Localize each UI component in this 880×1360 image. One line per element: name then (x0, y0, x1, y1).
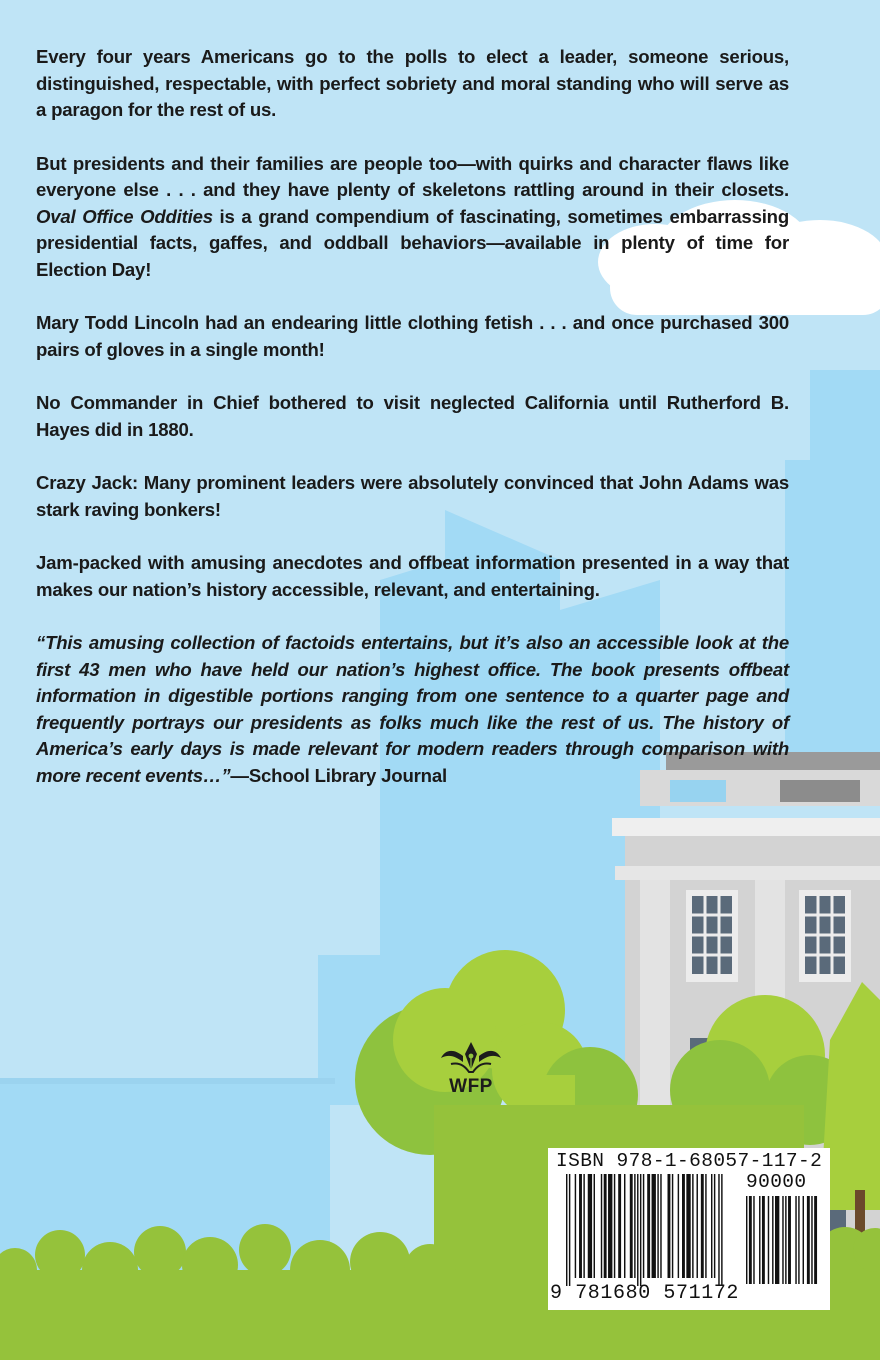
blurb-text: But presidents and their families are people too—with quirks and character flaws like everyone else . . . and they have plenty of skeletons rattling around in their closets. (36, 152, 789, 200)
barcode-bar (803, 1196, 804, 1284)
barcode-bar (614, 1174, 615, 1278)
barcode-bar (749, 1196, 752, 1284)
barcode-bar (753, 1196, 754, 1284)
barcode-bar (807, 1196, 810, 1284)
barcode-bar (618, 1174, 621, 1278)
barcode-bar (566, 1174, 567, 1286)
barcode-bar (772, 1196, 773, 1284)
barcode-bar (795, 1196, 796, 1284)
barcode-bar (721, 1174, 722, 1286)
barcode-bar (746, 1196, 747, 1284)
blurb-paragraph: Mary Todd Lincoln had an endearing little clothing fetish . . . and once purchased 300 pairs of gloves in a single month! (36, 312, 789, 360)
blurb-paragraph: Every four years Americans go to the polls to elect a leader, someone serious, distinguished, respectable, with perfect sobriety and moral standing who will serve as a paragon for the rest of us. (36, 46, 789, 120)
barcode-bar (643, 1174, 644, 1278)
barcode-bar (686, 1174, 690, 1278)
barcode-bar (601, 1174, 602, 1278)
barcode-bar (640, 1174, 641, 1286)
barcode-bar (668, 1174, 671, 1278)
barcode-bar (647, 1174, 650, 1278)
barcode-bar (762, 1196, 765, 1284)
barcode-bar (718, 1174, 719, 1286)
blurb-paragraph: Jam-packed with amusing anecdotes and offbeat information presented in a way that makes our nation’s history accessible, relevant, and entertaining. (36, 552, 789, 600)
barcode-bar (701, 1174, 704, 1278)
isbn-text: ISBN 978-1-68057-117-2 (556, 1150, 823, 1172)
barcode-bar (775, 1196, 779, 1284)
barcode-bar (678, 1174, 679, 1278)
barcode-bar (682, 1174, 685, 1278)
barcode-bar (672, 1174, 673, 1278)
barcode-bar (652, 1174, 656, 1278)
review-source: —School Library Journal (230, 764, 447, 786)
barcode-bar (782, 1196, 783, 1284)
barcode-bar (588, 1174, 592, 1278)
barcode-bar (660, 1174, 661, 1278)
barcode-bar (575, 1174, 576, 1278)
publisher-logo-text: WFP (449, 1076, 493, 1097)
blurb-text: is a grand compendium of fascinating, sometimes embarrassing presidential facts, gaffes, and oddball behaviors—available in plenty of time for Election Day! (36, 205, 790, 280)
book-title: Oval Office Oddities (36, 205, 213, 227)
barcode-panel (548, 1148, 830, 1310)
barcode-bar (692, 1174, 693, 1278)
barcode-bar (768, 1196, 769, 1284)
ean-barcode (566, 1174, 736, 1286)
blurb-paragraph: No Commander in Chief bothered to visit neglected California until Rutherford B. Hayes did in 1880. (36, 392, 789, 440)
barcode-bar (657, 1174, 658, 1278)
barcode-bar (798, 1196, 799, 1284)
barcode-bar (785, 1196, 786, 1284)
barcode-bar (630, 1174, 633, 1278)
addon-barcode (746, 1196, 820, 1286)
barcode-bar (714, 1174, 715, 1278)
barcode-bar (711, 1174, 712, 1278)
ean-digits: 9 781680 571172 (550, 1282, 740, 1305)
barcode-bar (604, 1174, 607, 1278)
barcode-bar (634, 1174, 635, 1278)
review-text: “This amusing collection of factoids entertains, but it’s also an accessible look at the first 43 men who have held our nation’s highest office. The book presents offbeat information in digestible portions ranging from one sentence to a quarter page and frequently portrays our presidents as folks much like the rest of us. The history of America’s early days is made relevant for modern readers through comparison with more recent events…” (36, 632, 789, 786)
barcode-bar (759, 1196, 760, 1284)
barcode-bar (814, 1196, 817, 1284)
barcode-bar (569, 1174, 570, 1286)
barcode-bar (697, 1174, 698, 1278)
barcode-bar (579, 1174, 582, 1278)
barcode-bar (624, 1174, 625, 1278)
barcode-bar (608, 1174, 612, 1278)
barcode-bar (583, 1174, 584, 1278)
blurb-paragraph: Crazy Jack: Many prominent leaders were absolutely convinced that John Adams was stark raving bonkers! (36, 472, 789, 520)
barcode-bar (788, 1196, 791, 1284)
barcode-bar (637, 1174, 638, 1286)
back-cover-blurb (36, 44, 789, 816)
price-code: 90000 (746, 1171, 807, 1193)
publisher-logo (436, 1040, 506, 1100)
barcode-bar (705, 1174, 706, 1278)
barcode-bar (811, 1196, 812, 1284)
review-quote (36, 630, 789, 789)
blurb-paragraph (36, 151, 789, 284)
barcode-bar (594, 1174, 595, 1278)
fountain-pen-nib-wings-icon (439, 1040, 503, 1074)
